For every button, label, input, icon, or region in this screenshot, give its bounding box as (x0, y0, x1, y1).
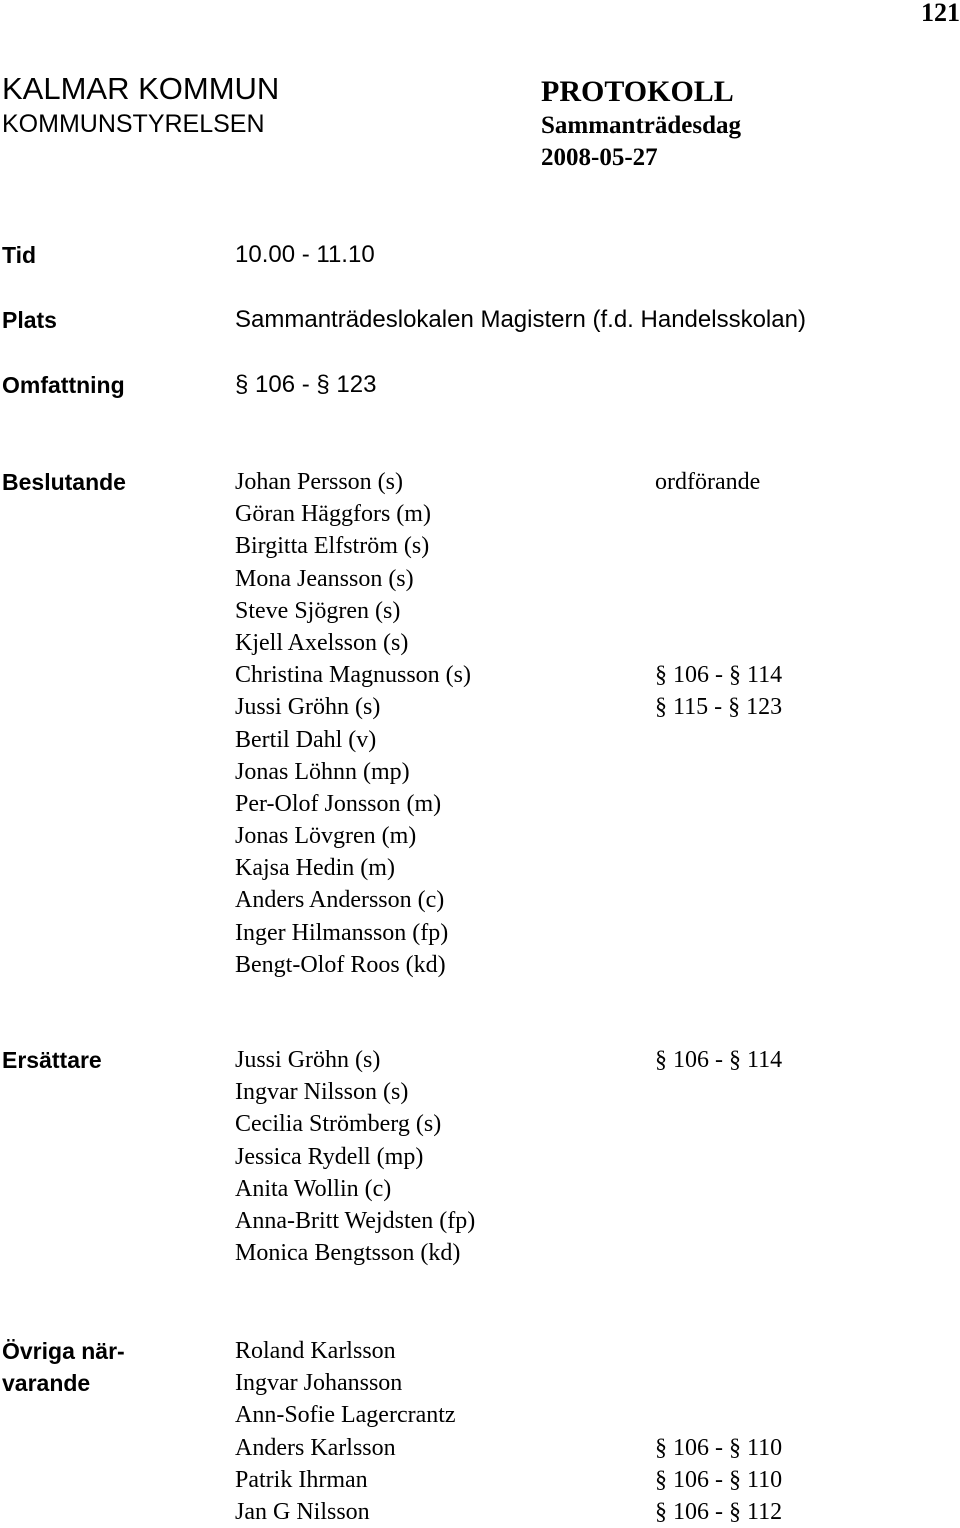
list-item: Anita Wollin (c) (235, 1175, 392, 1202)
list-item: Anders Andersson (c) (235, 887, 445, 914)
list-item: Bertil Dahl (v) (235, 726, 377, 753)
member-note: ordförande (655, 469, 761, 495)
document-type: PROTOKOLL (541, 75, 734, 108)
list-item: Bengt-Olof Roos (kd) (235, 951, 446, 978)
member-note (655, 595, 782, 627)
member-note (655, 498, 782, 530)
member-note: § 106 - § 112 (655, 1498, 783, 1525)
org-name: KALMAR KOMMUN (2, 71, 280, 106)
ersattare-label: Ersättare (2, 1047, 102, 1073)
member-note (655, 1399, 782, 1431)
plats-label: Plats (2, 307, 57, 333)
org-unit: KOMMUNSTYRELSEN (2, 110, 265, 138)
member-note: § 106 - § 114 (655, 1047, 783, 1073)
list-item: Anders Karlsson (235, 1434, 396, 1461)
list-item: Ann-Sofie Lagercrantz (235, 1402, 456, 1429)
member-note (655, 530, 782, 562)
member-note: § 115 - § 123 (655, 694, 783, 721)
list-item: Ingvar Nilsson (s) (235, 1079, 409, 1106)
member-note (655, 627, 782, 659)
list-item: Roland Karlsson (235, 1338, 396, 1364)
member-note: § 106 - § 110 (655, 1466, 783, 1493)
list-item: Kjell Axelsson (s) (235, 629, 409, 656)
ovriga-list (235, 1335, 456, 1528)
omfattning-label: Omfattning (2, 372, 125, 398)
list-item: Mona Jeansson (s) (235, 565, 414, 592)
list-item: Inger Hilmansson (fp) (235, 919, 449, 946)
list-item: Jan G Nilsson (235, 1498, 370, 1525)
list-item: Göran Häggfors (m) (235, 501, 431, 528)
ovriga-label-line1: Övriga när- (2, 1338, 125, 1364)
list-item: Christina Magnusson (s) (235, 662, 471, 689)
list-item: Per-Olof Jonsson (m) (235, 790, 442, 817)
list-item: Ingvar Johansson (235, 1370, 403, 1397)
tid-label: Tid (2, 242, 37, 268)
ovriga-label-line2: varande (2, 1370, 91, 1396)
omfattning-value: § 106 - § 123 (235, 371, 377, 398)
list-item: Cecilia Strömberg (s) (235, 1111, 442, 1138)
member-note (655, 1335, 782, 1367)
document-subtitle: Sammanträdesdag (541, 112, 742, 139)
document-date: 2008-05-27 (541, 144, 658, 171)
list-item: Patrik Ihrman (235, 1466, 368, 1493)
list-item: Jonas Lövgren (m) (235, 823, 417, 850)
member-note: § 106 - § 110 (655, 1434, 783, 1461)
ersattare-notes (655, 1044, 782, 1076)
list-item: Monica Bengtsson (kd) (235, 1240, 461, 1267)
list-item: Jonas Löhnn (mp) (235, 758, 410, 785)
beslutande-notes (655, 466, 782, 724)
list-item: Johan Persson (s) (235, 469, 403, 495)
ovriga-notes (655, 1335, 782, 1528)
member-note: § 106 - § 114 (655, 662, 783, 689)
list-item: Jussi Gröhn (s) (235, 1047, 381, 1073)
plats-value: Sammanträdeslokalen Magistern (f.d. Handelsskolan) (235, 306, 806, 333)
tid-value: 10.00 - 11.10 (235, 241, 375, 268)
list-item: Anna-Britt Wejdsten (fp) (235, 1207, 476, 1234)
beslutande-list (235, 466, 471, 981)
list-item: Birgitta Elfström (s) (235, 533, 430, 560)
member-note (655, 1367, 782, 1399)
list-item: Steve Sjögren (s) (235, 597, 401, 624)
ersattare-list (235, 1044, 475, 1269)
beslutande-label: Beslutande (2, 469, 126, 495)
list-item: Kajsa Hedin (m) (235, 855, 395, 882)
page-number: 121 (921, 0, 960, 27)
member-note (655, 563, 782, 595)
list-item: Jessica Rydell (mp) (235, 1143, 424, 1170)
list-item: Jussi Gröhn (s) (235, 694, 381, 721)
